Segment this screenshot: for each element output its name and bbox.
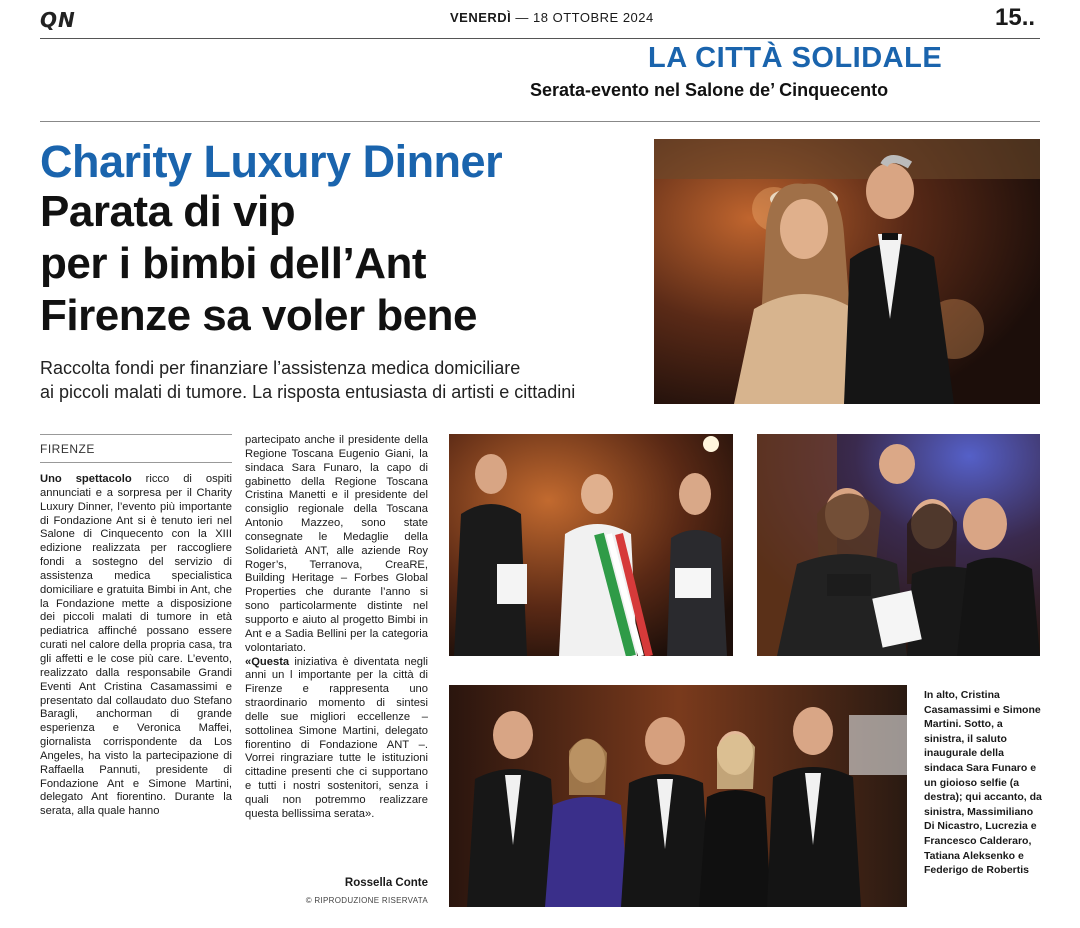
photo-casamassimi-martini — [654, 139, 1040, 404]
dateline-rule — [40, 462, 232, 463]
photo-selfie — [757, 434, 1040, 656]
photo-image — [449, 685, 907, 907]
issue-date — [450, 10, 654, 25]
copyright-note: © RIPRODUZIONE RISERVATA — [305, 896, 428, 905]
article-column-1 — [40, 473, 232, 819]
newspaper-logo: QN — [40, 8, 76, 32]
body-text: ricco di ospiti annunciati e a sorpresa per il Charity Luxury Dinner, l’evento più importante di Fondazione Ant si è tenuto ieri nel Salone di Cinquecento con la XIII edizione realizzata per raccogliere fondi a sostegno del servizio di assistenza medica specialistica domiciliare e gratuita Bimbi in Ant, che la Fondazione mette a disposizione dei piccoli malati di tumore in età pediatrica affinché possano essere curati nel calore della propria casa, tra gli affetti e le cose più care. L’evento, realizzato dalla responsabile Grandi Eventi Ant Cristina Casamassimi e presentato dal collaudato duo Stefano Baragli, anchorman di grande esperienza e Veronica Maffei, giornalista corrispondente da Los Angeles, ha visto la partecipazione di Raffaella Pannuti, presidente di Fondazione Ant e Simone Martini, delegato Ant fiorentino. Durante la serata, alla quale hanno — [40, 473, 232, 818]
section-subtitle: Serata-evento nel Salone de’ Cinquecento — [530, 80, 889, 100]
issue-day: VENERDÌ — [450, 10, 512, 25]
photo-speech-funaro — [449, 434, 733, 656]
photo-image — [449, 434, 733, 656]
body-paragraph: partecipato anche il presidente della Regione Toscana Eugenio Giani, la sindaca Sara Funaro, la capo di gabinetto della Regione Toscana Cristina Manetti e il presidente del consiglio regionale della Toscana Antonio Mazzeo, sono state consegnate le Medaglie della Solidarietà ANT, alle aziende Roy Roger’s, Terranova, CreaRE, Building Heritage – Forbes Global Properties che durante l’anno si sono particolarmente distinte nel supporto e aiuto al progetto Bimbi in Ant e a Sadia Bellini per la categoria volontariato. — [245, 434, 428, 654]
photo-image — [757, 434, 1040, 656]
summary-line: Raccolta fondi per finanziare l’assistenza medica domiciliare — [40, 358, 521, 378]
issue-date-text: — 18 OTTOBRE 2024 — [515, 10, 654, 25]
headline-line: Parata di vip — [40, 187, 296, 236]
quote-text: iniziativa è diventata negli anni un l importante per la città di Firenze e rappresenta uno straordinario momento di sintesi delle sue migliori eccellenze – sottolinea Simone Martini, delegato fiorentino di Fondazione ANT –. Vorrei ringraziare tutte le istituzioni cittadine presenti che ci supportano e tutti i nostri sostenitori, senza i quali non potremmo realizzare questa bellissima serata». — [245, 655, 428, 820]
page-number: 15.. — [995, 4, 1036, 31]
photo-group — [449, 685, 907, 907]
headline-line: Firenze sa voler bene — [40, 291, 478, 340]
byline: Rossella Conte — [344, 877, 428, 889]
dateline-rule — [40, 434, 232, 435]
photo-caption: In alto, Cristina Casamassimi e Simone Martini. Sotto, a sinistra, il saluto inaugurale della sindaca Sara Funaro e un gioioso selfie (a destra); qui accanto, da sinistra, Massimiliano Di Nicastro, Lucrezia e Francesco Calderaro, Tatiana Aleksenko e Federigo de Robertis — [924, 689, 1042, 877]
article-headline — [40, 186, 477, 342]
lead-in: Uno spettacolo — [40, 473, 132, 485]
section-title: LA CITTÀ SOLIDALE — [648, 42, 943, 74]
headline-line: per i bimbi dell’Ant — [40, 239, 427, 288]
dateline: FIRENZE — [40, 442, 95, 456]
article-summary — [40, 356, 600, 404]
section-divider — [40, 121, 1040, 122]
article-column-2 — [245, 434, 428, 822]
photo-image — [654, 139, 1040, 404]
quote-lead: «Questa — [245, 655, 290, 668]
header-divider — [40, 38, 1040, 39]
article-kicker: Charity Luxury Dinner — [40, 136, 503, 187]
summary-line: ai piccoli malati di tumore. La risposta entusiasta di artisti e cittadini — [40, 382, 576, 402]
